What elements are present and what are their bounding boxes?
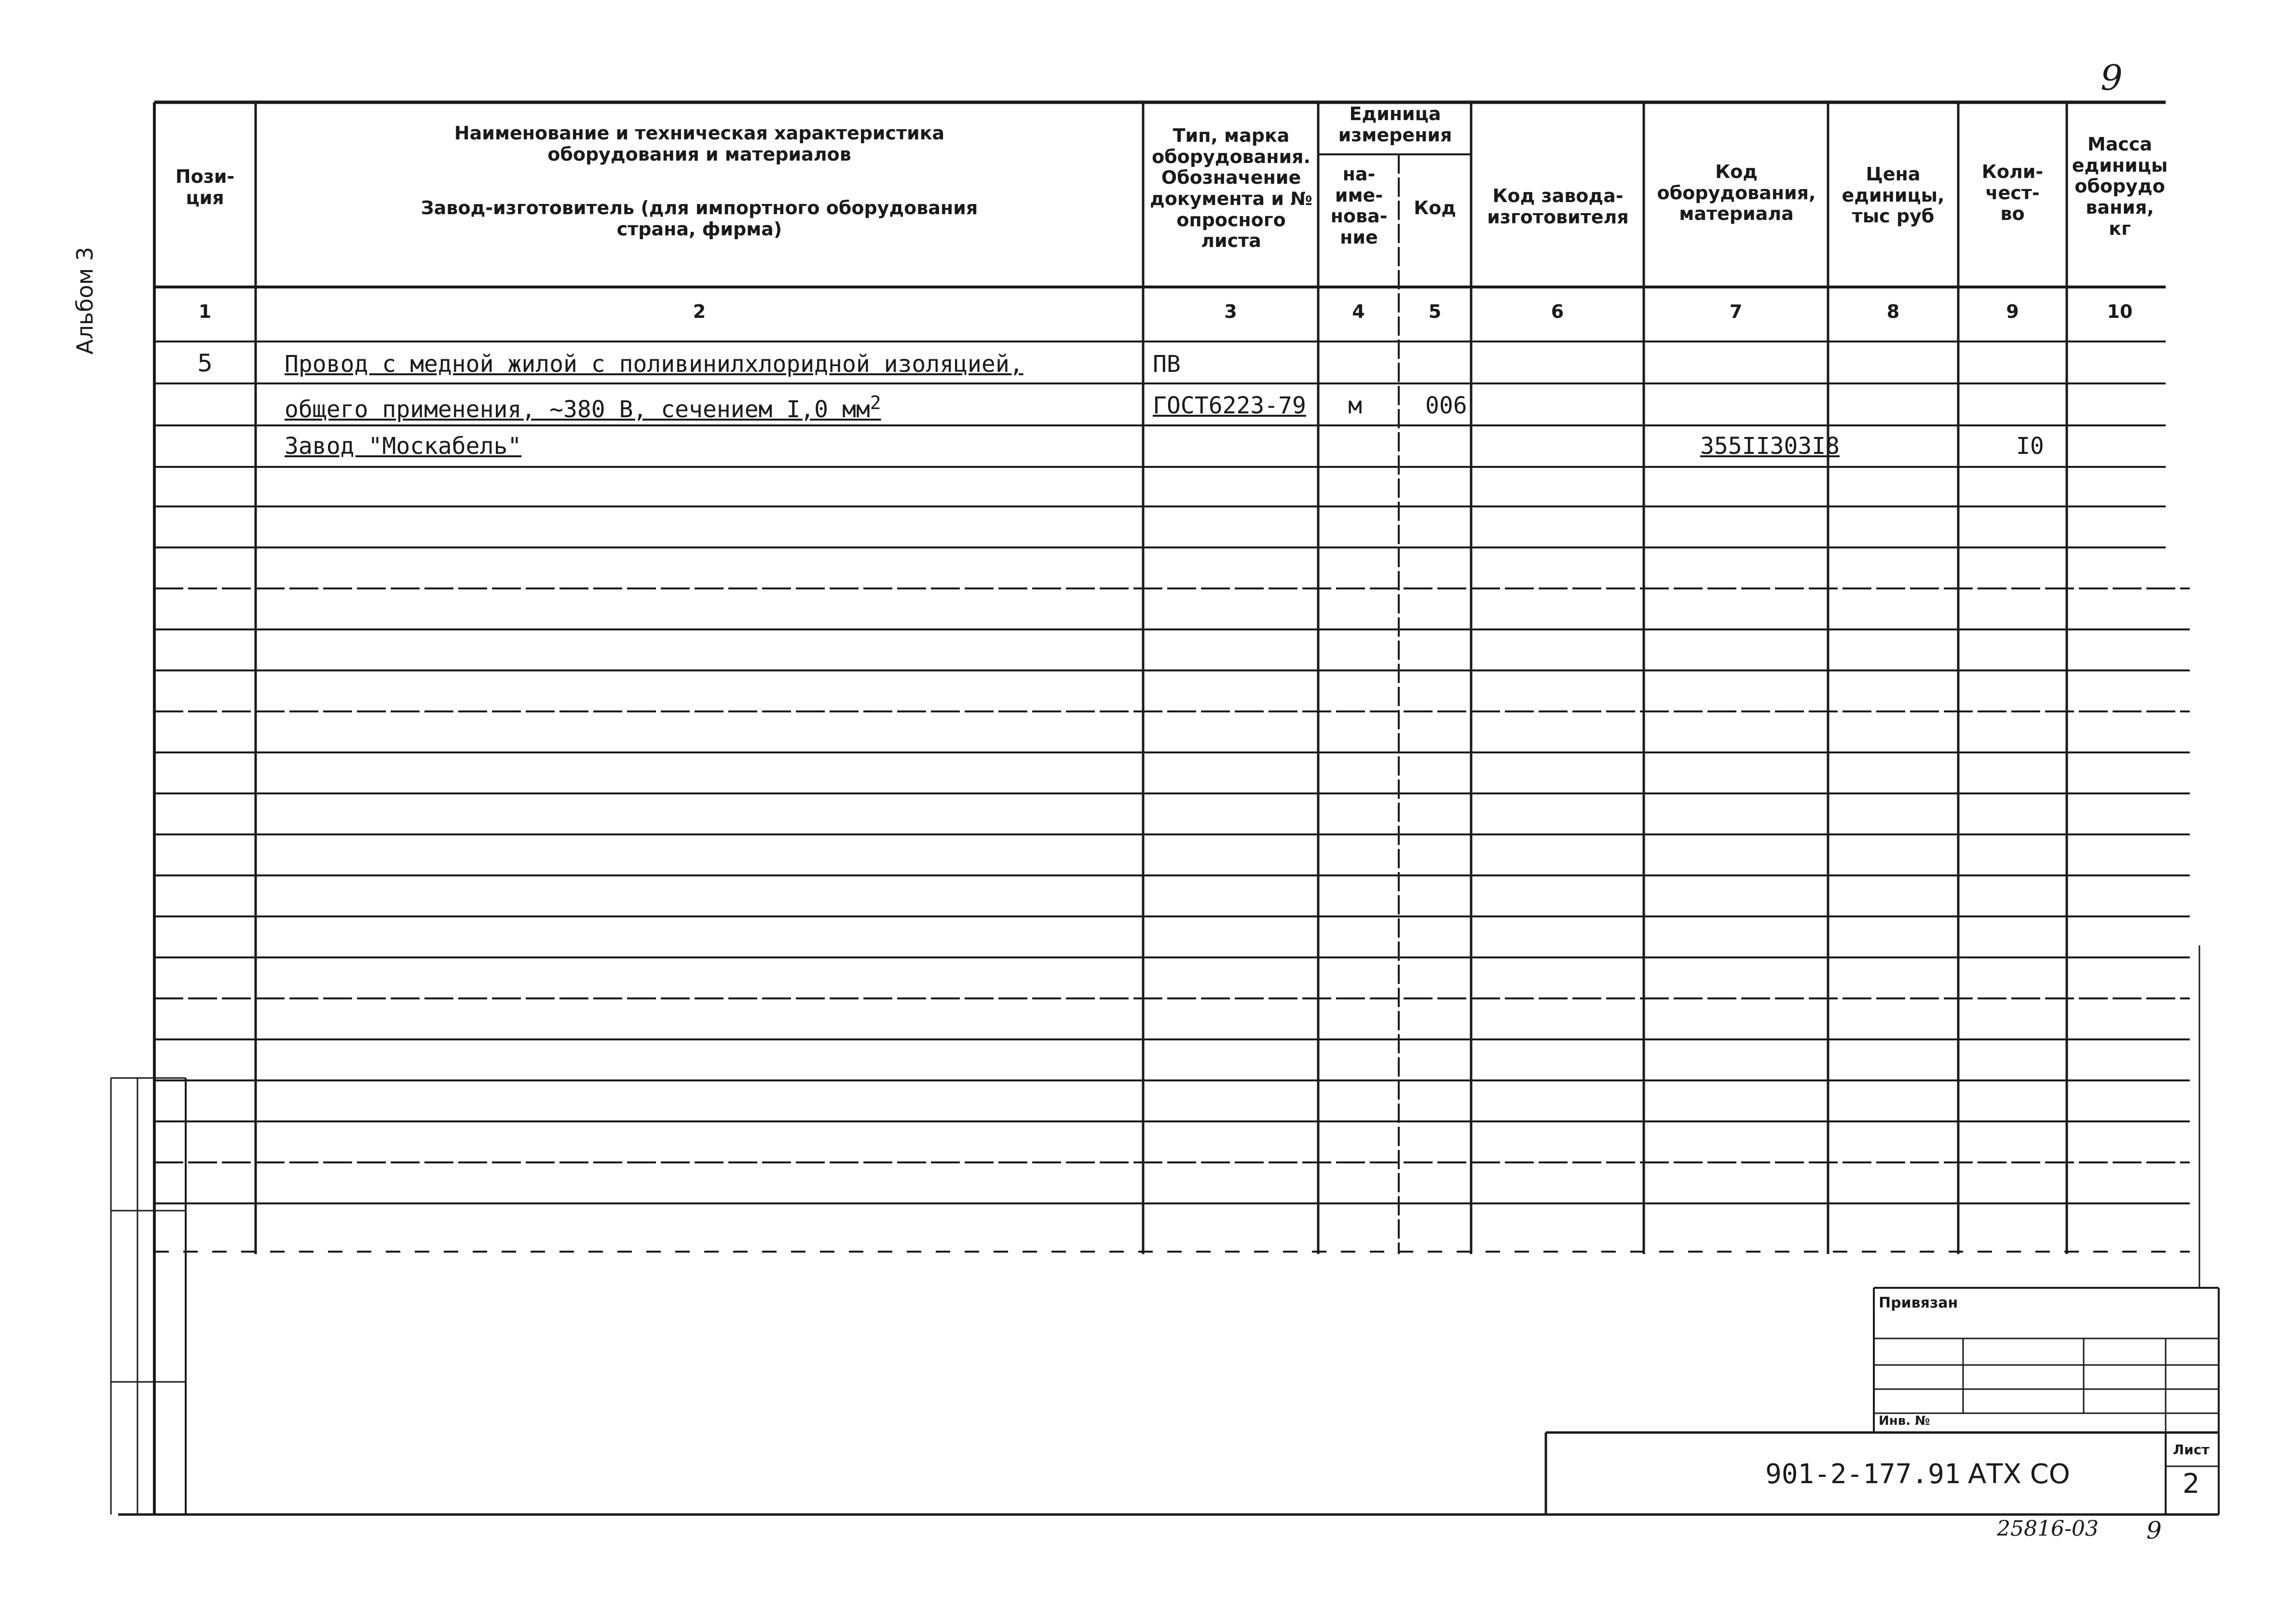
col-number: 6: [1551, 301, 1564, 322]
album-label: Альбом 3: [72, 246, 98, 355]
row-unit: м: [1348, 392, 1362, 419]
row-type: ГОСТ6223-79: [1153, 392, 1306, 419]
linked-label: Привязан: [1879, 1295, 1958, 1311]
footer-note: 25816-03: [1997, 1516, 2099, 1541]
header-equipment-code: Код оборудования, материала: [1657, 161, 1816, 225]
header-quantity: Коли- чест- во: [1981, 161, 2044, 225]
header-name: Наименование и техническая характеристика оборудования и материалов: [454, 123, 945, 165]
row-name: [285, 393, 881, 423]
footer-page: 9: [2146, 1516, 2162, 1544]
page-number: 9: [2101, 57, 2123, 98]
row-unit-code: 006: [1425, 392, 1467, 419]
header-unit-code: Код: [1414, 197, 1456, 218]
document-code: 901-2-177.91: [1765, 1459, 1961, 1490]
header-mass: Масса единицы оборудо вания, кг: [2072, 134, 2168, 239]
col-number: 1: [198, 301, 212, 322]
col-number: 5: [1428, 301, 1442, 322]
header-price: Цена единицы, тыс руб: [1842, 164, 1945, 227]
col-number: 3: [1224, 301, 1237, 322]
row-name: Провод с медной жилой с поливинилхлоридной изоляцией,: [285, 351, 1024, 378]
col-number: 10: [2107, 301, 2133, 322]
row-name-superscript: 2: [870, 392, 881, 413]
header-factory-code: Код завода- изготовителя: [1487, 185, 1629, 228]
col-number: 9: [2006, 301, 2019, 322]
sheet-number: 2: [2183, 1468, 2200, 1500]
header-position: Пози- ция: [175, 166, 235, 208]
col-number: 7: [1729, 301, 1743, 322]
col-number: 8: [1886, 301, 1900, 322]
row-equipment-code: 355II303I8: [1700, 433, 1840, 460]
sheet-label: Лист: [2173, 1442, 2210, 1458]
header-unit-group: Единица измерения: [1338, 103, 1452, 146]
header-unit-name: на- име- нова- ние: [1330, 164, 1388, 248]
row-position: 5: [197, 349, 213, 377]
row-type: ПВ: [1153, 351, 1181, 378]
col-number: 2: [693, 301, 706, 322]
inv-label: Инв. №: [1879, 1414, 1930, 1428]
row-name: Завод "Москабель": [285, 433, 522, 460]
col-number: 4: [1352, 301, 1365, 322]
row-name-text: общего применения, ~380 В, сечением I,0 мм: [285, 396, 870, 423]
document-suffix: АТХ СО: [1968, 1459, 2070, 1490]
header-type: Тип, марка оборудования. Обозначение документа и № опросного листа: [1150, 125, 1312, 252]
header-manufacturer: Завод-изготовитель (для импортного оборудования страна, фирма): [421, 197, 978, 240]
row-quantity: I0: [2016, 433, 2044, 460]
